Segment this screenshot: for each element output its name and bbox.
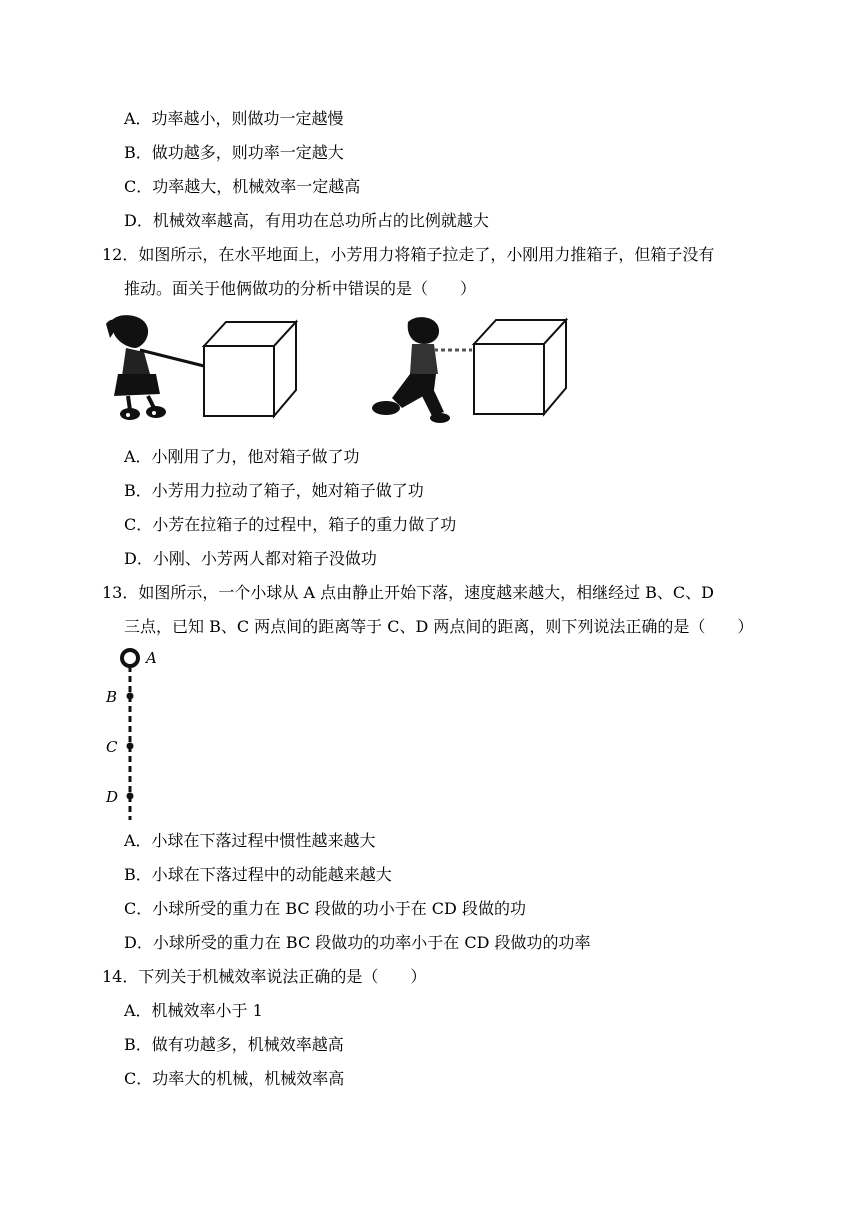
point-b: [127, 693, 134, 700]
q11-option-d: D．机械效率越高，有用功在总功所占的比例就越大: [124, 211, 489, 230]
q13-option-d: D．小球所受的重力在 BC 段做功的功率小于在 CD 段做功的功率: [124, 933, 591, 952]
point-d: [127, 793, 134, 800]
point-c: [127, 743, 134, 750]
q13-stem-line2: 三点，已知 B、C 两点间的距离等于 C、D 两点间的距离，则下列说法正确的是（ ）: [124, 617, 754, 636]
rope: [140, 350, 212, 368]
label-c: C: [106, 738, 118, 756]
q14-option-a: A．机械效率小于 1: [124, 1001, 263, 1020]
q12-stem-line1: 12．如图所示，在水平地面上，小芳用力将箱子拉走了，小刚用力推箱子，但箱子没有: [102, 245, 715, 264]
q12-option-c: C．小芳在拉箱子的过程中，箱子的重力做了功: [124, 515, 457, 534]
q11-option-a: A．功率越小，则做功一定越慢: [124, 109, 344, 128]
q12-option-a: A．小刚用了力，他对箱子做了功: [124, 447, 360, 466]
girl-pulling-figure: [106, 315, 166, 420]
q14-option-b: B．做有功越多，机械效率越高: [124, 1035, 344, 1054]
label-a: A: [146, 649, 157, 667]
box-right: [474, 320, 566, 414]
q11-option-c: C．功率越大，机械效率一定越高: [124, 177, 361, 196]
q13-option-b: B．小球在下落过程中的动能越来越大: [124, 865, 392, 884]
boy-pushing-figure: [372, 317, 472, 423]
ball: [122, 650, 138, 666]
q12-option-b: B．小芳用力拉动了箱子，她对箱子做了功: [124, 481, 424, 500]
q13-falling-ball-figure: [100, 646, 170, 822]
q12-figure-pull-push-box: [100, 312, 580, 430]
q14-stem: 14．下列关于机械效率说法正确的是（ ）: [102, 967, 427, 986]
label-d: D: [106, 788, 119, 806]
q12-stem-line2: 推动。面关于他俩做功的分析中错误的是（ ）: [124, 279, 477, 298]
q14-option-c: C．功率大的机械，机械效率高: [124, 1069, 345, 1088]
q13-option-a: A．小球在下落过程中惯性越来越大: [124, 831, 376, 850]
q11-option-b: B．做功越多，则功率一定越大: [124, 143, 344, 162]
q13-option-c: C．小球所受的重力在 BC 段做的功小于在 CD 段做的功: [124, 899, 526, 918]
q13-stem-line1: 13．如图所示，一个小球从 A 点由静止开始下落，速度越来越大，相继经过 B、C、D: [102, 583, 715, 602]
q12-option-d: D．小刚、小芳两人都对箱子没做功: [124, 549, 377, 568]
box-left: [204, 322, 296, 416]
label-b: B: [106, 688, 118, 706]
